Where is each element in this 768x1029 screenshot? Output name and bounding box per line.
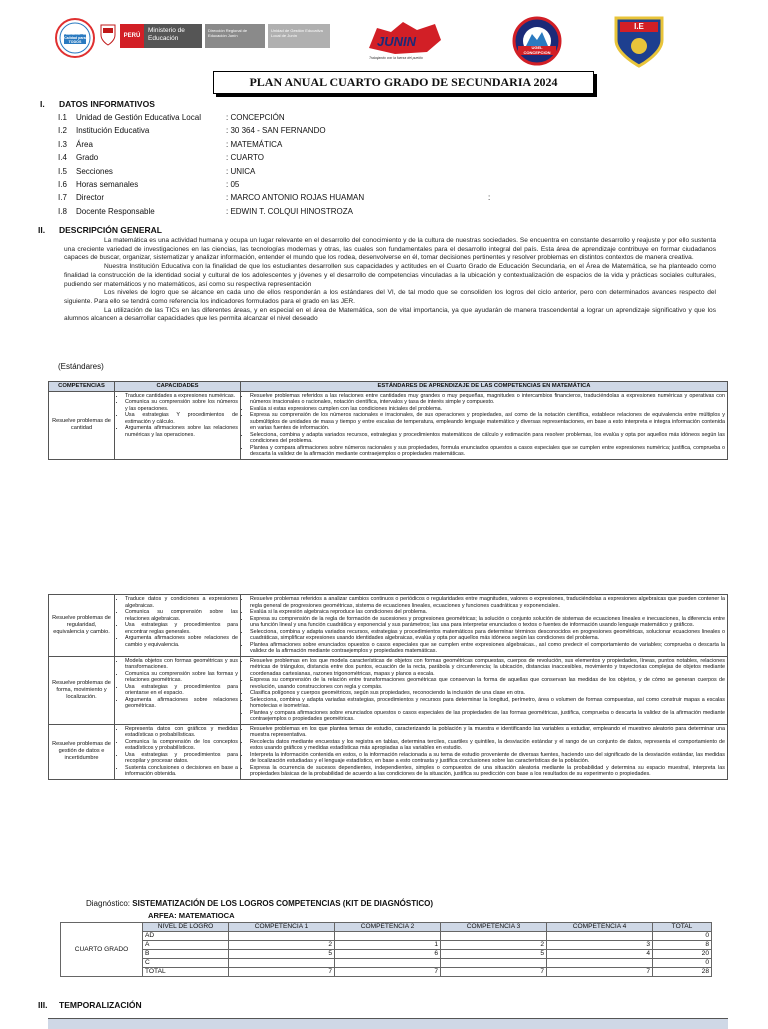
estandar-item: • Expresa su comprensión de la relación entre transformaciones geométricas que conservan la forma de aquellas que conservan las medidas de los objetos, y de cómo se generan cuerpos de revolución, usando construcciones con regla y compás. [250, 677, 725, 690]
estandares-label: (Estándares) [58, 362, 104, 371]
value-cell [335, 932, 441, 941]
estandar-item: • Selecciona, combina y adapta variadas estrategias, procedimientos y recursos para determinar la longitud, perímetro, área o volumen de formas compuestas, así como construir mapas a escalas homotecias e isometrías. [250, 697, 725, 710]
datos-row-label: Docente Responsable [76, 206, 155, 216]
value-cell: 7 [229, 968, 335, 977]
nivel-cell: B [143, 950, 229, 959]
estandar-item: • Plantea y compara afirmaciones sobre enunciados opuestos o casos especiales de las propiedades de las formas geométricas, justifica, comprueba o descarta la validez de la afirmación mediante contraejemplos o propiedades geométricas. [250, 710, 725, 723]
estandares-cell [241, 391, 728, 459]
datos-row [58, 179, 239, 191]
estandar-item: • Plantea y compara afirmaciones sobre números racionales y sus propiedades, formula enunciados opuestos a casos especiales que se cumplen entre expresiones numérica; justifica, comprueba o descarta la validez de la afirmación mediante contraejemplos o propiedades matemáticas. [250, 445, 725, 458]
value-cell: 0 [653, 959, 712, 968]
grade-cell: CUARTO GRADO [61, 923, 143, 977]
value-cell: 6 [335, 950, 441, 959]
competencias-table [48, 381, 728, 460]
datos-row-number: I.7 [58, 193, 67, 203]
value-cell [335, 959, 441, 968]
datos-row [58, 192, 491, 204]
column-header: COMPETENCIA 3 [441, 923, 547, 932]
logo-bar [0, 10, 768, 72]
estandar-item: • Interpreta la información contenida en estos, o la información relacionada a su tema de estudio proveniente de diversas fuentes, haciendo uso del significado de la desviación estándar, las medidas de localización estudiadas y el lenguaje estadístico, en base a esto contrasta y justifica conclusiones sobre las características de la población. [250, 752, 725, 765]
paragraph: La matemática es una actividad humana y ocupa un lugar relevante en el desarrollo del conocimiento y de la cultura de nuestras sociedades. Se encuentra en constante desarrollo y reajuste y por ello sustenta una creciente variedad de investigaciones en las ciencias, las tecnologías modernas y otras, las cuales son fundamentales para el desarrollo integral del país. Esta área de aprendizaje contribuye en formar ciudadanos capaces de buscar, organizar, sistematizar y analizar información, entender el mundo que los rodea, desenvolverse en él, tomar decisiones pertinentes y resolver problemas en distintos contextos de manera creativa. [64, 237, 716, 262]
datos-row-number: I.6 [58, 180, 67, 189]
section-heading-number: II. [38, 225, 46, 235]
datos-row-value: : 05 [226, 180, 240, 189]
datos-row-label: Horas semanales [76, 180, 139, 189]
value-cell: 7 [335, 968, 441, 977]
value-cell: 2 [441, 941, 547, 950]
value-cell [441, 932, 547, 941]
datos-row-label: Secciones [76, 166, 113, 176]
competencias-table-continued [48, 594, 728, 780]
datos-row-number: I.1 [58, 113, 67, 122]
estandar-item: • Expresa la ocurrencia de sucesos dependientes, independientes, simples o compuestos de una situación aleatoria mediante la probabilidad y determina su espacio muestral, interpreta las propiedades básicas de la probabilidad de acuerdo a las condiciones de la situación, justifica su predicción con base a los resultados de su experimento o propiedades. [250, 765, 725, 778]
capacidad-item: • Comunica su comprensión sobre las formas y relaciones geométricas. [125, 671, 238, 684]
capacidad-item: • Argumenta afirmaciones sobre las relaciones numéricas y las operaciones. [125, 425, 238, 438]
capacidad-item: • Modela objetos con formas geométricas y sus transformaciones. [125, 658, 238, 671]
table-row [49, 391, 728, 459]
datos-row-number: I.8 [58, 206, 67, 216]
datos-row-value: : UNICA [226, 166, 256, 176]
education-quality-logo [55, 18, 95, 58]
estandares-cell [241, 656, 728, 724]
value-cell: 28 [653, 968, 712, 977]
column-header: COMPETENCIAS [49, 382, 115, 392]
value-cell [547, 932, 653, 941]
value-cell: 5 [229, 950, 335, 959]
value-cell [229, 959, 335, 968]
nivel-cell: A [143, 941, 229, 950]
diagnostico-table [60, 922, 712, 977]
datos-row-number: I.4 [58, 153, 67, 163]
value-cell: 0 [653, 932, 712, 941]
datos-row-label: Director [76, 193, 105, 203]
estandares-cell [241, 724, 728, 779]
section-heading-number: III. [38, 1000, 48, 1010]
capacidades-cell [115, 595, 241, 657]
column-header: COMPETENCIA 1 [229, 923, 335, 932]
estandar-item: • Selecciona, combina y adapta variados recursos, estrategias y procedimientos matemáticos de cálculo y estimación para resolver problemas, los evalúa y opta por aquellos más idóneos según las condiciones del problema. [250, 432, 725, 445]
value-cell [441, 959, 547, 968]
estandar-item: • Plantea afirmaciones sobre enunciados opuestos o casos especiales que se cumplen entre expresiones algebraicas., así como predecir el comportamiento de variables; comprueba o descarta la validez de la afirmación mediante contraejemplos y propiedades matemáticas. [250, 642, 725, 655]
diagnostico-area: ARFEA: MATEMATIOCA [148, 911, 235, 920]
capacidad-item: • Usa estrategias Y procedimientos de estimación y cálculo. [125, 412, 238, 425]
table-header-row [61, 923, 712, 932]
page-title: PLAN ANUAL CUARTO GRADO DE SECUNDARIA 2024 [213, 71, 594, 94]
datos-row [58, 206, 353, 218]
paragraph: Los niveles de logro que se alcance en cada uno de ellos responderán a los estándares del VI, de tal modo que se consoliden los logros del ciclo anterior, pero con determinados avances respecto del siguiente. Para ello se tendrá como referencia los indicadores formulados para el grado en las JER. [64, 289, 716, 305]
datos-row-label: Unidad de Gestión Educativa Local [76, 113, 201, 122]
capacidad-item: • Comunica la comprensión de los conceptos estadísticos y probabilísticos. [125, 739, 238, 752]
value-cell: 2 [229, 941, 335, 950]
table-row [49, 595, 728, 657]
peru-brand-block [120, 24, 144, 48]
value-cell: 1 [335, 941, 441, 950]
paragraph: Nuestra Institución Educativa con la finalidad de que los estudiantes desarrollen sus capacidades y actitudes en el Cuarto Grado de Educación Secundaria, en el Área de Matemática, se ha planteado como finalidad la construcción de la identidad social y cultural de los adolescentes y jóvenes y el desarrollo de competencias vinculadas a la ubicación y contextualización de espacios de la vida y prácticas sociales culturales, pudiendo ser matemáticos y no matemáticos, así como su respectiva representación [64, 263, 716, 288]
section-heading-datos: DATOS INFORMATIVOS [59, 99, 155, 109]
datos-row-value: : MARCO ANTONIO ROJAS HUAMAN [226, 193, 365, 203]
estandar-item: • Resuelve problemas en los que modela características de objetos con formas geométricas compuestas, cuerpos de revolución, sus elementos y propiedades, líneas, puntos notables, relaciones métricas de triángulos, distancia entre dos puntos, ecuación de la recta, parábola y circunferencia; la ubicación, distancias inaccesibles, movimiento y trayectorias complejas de objetos mediante coordenadas cartesianas, razones trigonométricas, mapas y planos a escala. [250, 658, 725, 678]
datos-row-label: Institución Educativa [76, 126, 150, 136]
value-cell [547, 959, 653, 968]
ugel-concepcion-label: UGEL CONCEPCION [518, 46, 556, 55]
capacidad-item: • Sustenta conclusiones o decisiones en base a información obtenida. [125, 765, 238, 778]
datos-row-label: Área [76, 139, 93, 149]
ugel-concepcion-logo [512, 16, 562, 66]
competencia-cell: Resuelve problemas de regularidad, equivalencia y cambio. [49, 595, 115, 657]
nivel-cell: TOTAL [143, 968, 229, 977]
estandar-item: • Recolecta datos mediante encuestas y los registra en tablas, determina terciles, cuartiles y quintiles, la desviación estándar y el rango de un conjunto de datos, representa el comportamiento de estos usando gráficos y medidas estadísticas más apropiadas a las variables en estudio. [250, 739, 725, 752]
column-header: TOTAL [653, 923, 712, 932]
ministerio-logo [144, 24, 202, 48]
estandar-item: • Expresa su comprensión de la regla de formación de sucesiones y progresiones geométricas; la solución o conjunto solución de sistemas de ecuaciones lineales e inecuaciones, la diferencia entre una función lineal y una función cuadrática y exponencial y sus parámetros; las usa para interpretar enunciados o textos o fuentes de información usando lenguaje matemático y gráficos. [250, 616, 725, 629]
capacidades-cell [115, 724, 241, 779]
value-cell: 3 [547, 941, 653, 950]
capacidades-cell [115, 391, 241, 459]
column-header: CAPACIDADES [115, 382, 241, 392]
nivel-cell: AD [143, 932, 229, 941]
competencia-cell: Resuelve problemas de cantidad [49, 391, 115, 459]
datos-row-value: : MATEMÁTICA [226, 139, 283, 149]
datos-row-number: I.5 [58, 166, 67, 176]
ugel-logo [268, 24, 330, 48]
competencia-cell: Resuelve problemas de gestión de datos e incertidumbre [49, 724, 115, 779]
estandar-item: • Selecciona, combina y adapta variados recursos, estrategias y procedimientos matemáticos para determinar términos desconocidos en progresiones geométricas, solucionar ecuaciones lineales o cuadráticas, simplificar expresiones usando identidades algebraicas, evalúa y opta por aquellos más idóneos según las condiciones del problema. [250, 629, 725, 642]
datos-row-extra: : [488, 193, 491, 203]
diagnostico-title: SISTEMATIZACIÓN DE LOS LOGROS COMPETENCIAS (KIT DE DIAGNÓSTICO) [132, 899, 434, 908]
section-heading-descripcion: DESCRIPCIÓN GENERAL [59, 225, 162, 235]
junin-wordmark: JUNIN [377, 34, 417, 49]
capacidad-item: • Usa estrategias y procedimientos para encontrar reglas generales. [125, 622, 238, 635]
table-row [49, 724, 728, 779]
section-heading-number: I. [40, 99, 45, 109]
datos-row-number: I.3 [58, 139, 67, 149]
estandar-item: • Resuelve problemas referidos a analizar cambios continuos o periódicos o regularidades entre magnitudes, valores o expresiones, traduciéndolas a expresiones algebraicas que pueden contener la regla general de progresiones geométricas, sistema de ecuaciones lineales, ecuaciones y funciones cuadráticas y exponenciales. [250, 596, 725, 609]
datos-row-value: : EDWIN T. COLQUI HINOSTROZA [226, 206, 353, 216]
capacidad-item: • Traduce datos y condiciones a expresiones algebraicas. [125, 596, 238, 609]
value-cell: 7 [441, 968, 547, 977]
competencia-cell: Resuelve problemas de forma, movimiento y localización. [49, 656, 115, 724]
table-row [61, 932, 712, 941]
datos-row-label: Grado [76, 153, 99, 163]
capacidades-cell [115, 656, 241, 724]
estandar-item: • Clasifica polígonos y cuerpos geométricos, según sus propiedades, reconociendo la inclusión de una clase en otra. [250, 690, 725, 697]
column-header: ESTÁNDARES DE APRENDIZAJE DE LAS COMPETENCIAS EN MATEMÁTICA [241, 382, 728, 392]
junin-logo [365, 18, 445, 62]
junin-tagline: Trabajando con la fuerza del pueblo [369, 56, 423, 60]
diagnostico-heading [86, 899, 433, 908]
value-cell: 4 [547, 950, 653, 959]
peru-shield-icon [100, 24, 116, 46]
peru-label: PERÚ [123, 33, 141, 39]
ministerio-label: Ministerio de Educación [148, 27, 185, 42]
section-heading-temporalizacion: TEMPORALIZACIÓN [59, 1000, 142, 1010]
value-cell: 20 [653, 950, 712, 959]
estandares-cell [241, 595, 728, 657]
estandar-item: • Evalúa si la expresión algebraica reproduce las condiciones del problema. [250, 609, 725, 616]
datos-row [58, 166, 255, 178]
estandar-item: • Resuelve problemas en los que plantea temas de estudio, caracterizando la población y la muestra e identificando las variables a estudiar, empleando el muestreo aleatorio para determinar una muestra representativa. [250, 726, 725, 739]
capacidad-item: • Argumenta afirmaciones sobre relaciones de cambio y equivalencia. [125, 635, 238, 648]
datos-row [58, 152, 264, 164]
datos-row [58, 125, 326, 137]
capacidad-item: • Comunica su comprensión sobre las relaciones algebraicas. [125, 609, 238, 622]
education-quality-text: Educación de Calidad para TODOS [63, 32, 87, 44]
capacidad-item: • Argumenta afirmaciones sobre relaciones geométricas. [125, 697, 238, 710]
capacidad-item: • Comunica su comprensión sobre los números y las operaciones. [125, 399, 238, 412]
capacidad-item: • Usa estrategias y procedimientos para recopilar y procesar datos. [125, 752, 238, 765]
table-row [61, 959, 712, 968]
column-header: NIVEL DE LOGRO [143, 923, 229, 932]
datos-row-value: : 30 364 - SAN FERNANDO [226, 126, 326, 136]
table-row [61, 968, 712, 977]
column-header: COMPETENCIA 2 [335, 923, 441, 932]
table-row [49, 656, 728, 724]
value-cell: 7 [547, 968, 653, 977]
datos-row-number: I.2 [58, 126, 67, 136]
value-cell: 8 [653, 941, 712, 950]
estandar-item: • Resuelve problemas referidos a las relaciones entre cantidades muy grandes o muy pequeñas, magnitudes o intercambios financieros, traduciéndolas a expresiones numéricas y operativas con números irracionales o racionales, notación científica, intervalos y tasa de interés simple y compuesto. [250, 393, 725, 406]
table-row [61, 950, 712, 959]
column-header: COMPETENCIA 4 [547, 923, 653, 932]
ie-shield-logo [612, 14, 666, 68]
estandar-item: • Expresa su comprensión de los números racionales e irracionales, de sus operaciones y propiedades, así como de la notación científica, establece relaciones de equivalencia entre múltiplos y submúltiplos de unidades de masa y tiempo y entre escalas de temperatura, empleando lenguaje matemático y diversas representaciones, en base a esto interpreta e integra información contenida en varias fuentes de información. [250, 412, 725, 432]
capacidad-item: • Usa estrategias y procedimientos para orientarse en el espacio. [125, 684, 238, 697]
dre-label: Dirección Regional de Educación Junín [208, 28, 248, 38]
datos-row-value: : CUARTO [226, 153, 264, 163]
dre-logo [205, 24, 265, 48]
estandar-item: • Evalúa si estas expresiones cumplen con las condiciones iniciales del problema. [250, 406, 725, 413]
datos-row-value: : CONCEPCIÓN [226, 113, 285, 122]
ie-label: I.E [634, 22, 644, 31]
nivel-cell: C [143, 959, 229, 968]
paragraph: La utilización de las TICs en las diferentes áreas, y en especial en el área de Matemática, son de vital importancia, ya que ayudarán de manera trascendental a lograr un aprendizaje significativo y que los alumnos alcancen a desarrollar capacidades que les permita alcanzar el nivel deseado [64, 306, 716, 323]
capacidad-item: • Representa datos con gráficos y medidas estadísticas o probabilísticas. [125, 726, 238, 739]
descripcion-body [64, 237, 716, 324]
table-row [61, 941, 712, 950]
diagnostico-label: Diagnóstico: [86, 899, 131, 908]
ugel-label: Unidad de Gestión Educativa Local de Junín [271, 28, 323, 38]
value-cell: 5 [441, 950, 547, 959]
value-cell [229, 932, 335, 941]
capacidad-item: • Traduce cantidades a expresiones numéricas. [125, 393, 238, 400]
datos-row [58, 112, 285, 124]
datos-row [58, 139, 282, 151]
